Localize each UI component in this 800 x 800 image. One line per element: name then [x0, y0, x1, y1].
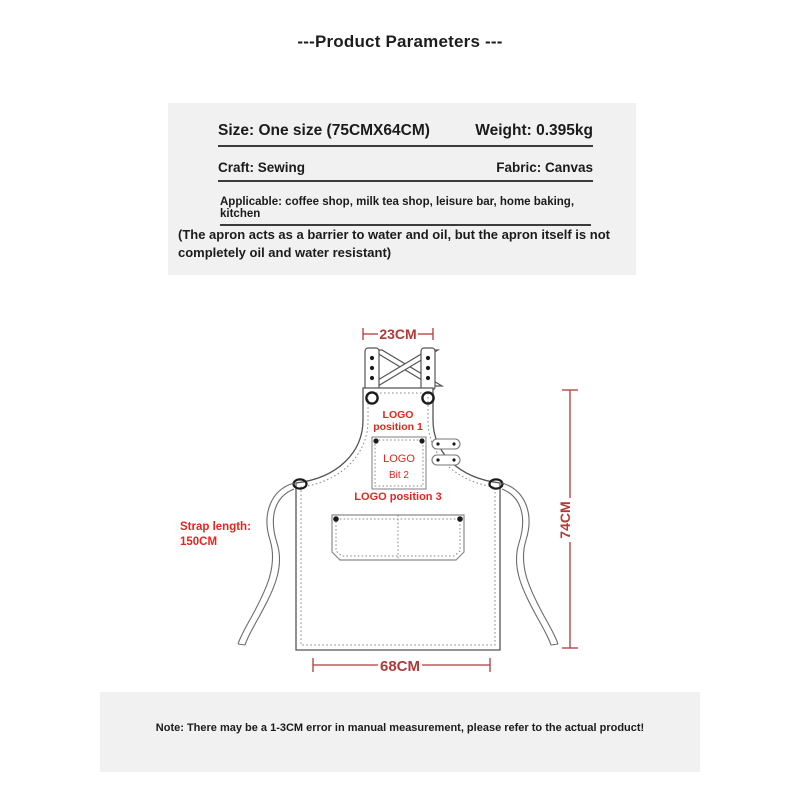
waist-tie-right	[502, 483, 558, 645]
buckle-hole	[426, 356, 430, 360]
spec-craft-label: Craft: Sewing	[218, 160, 306, 175]
buckle-hole	[426, 376, 430, 380]
label-strap-length-line1: Strap length:	[180, 521, 251, 533]
spec-size-label: Size: One size (75CMX64CM)	[218, 122, 430, 139]
pen-loop-lower	[432, 455, 460, 465]
spec-row-applicable	[220, 196, 591, 220]
label-height: 74CM	[557, 501, 573, 539]
label-logo-position-3: LOGO position 3	[354, 491, 442, 503]
pocket-rivet	[419, 438, 424, 443]
divider	[218, 145, 593, 147]
spec-weight-label: Weight: 0.395kg	[475, 122, 593, 139]
pocket-rivet	[457, 516, 463, 522]
pocket-rivet	[373, 438, 378, 443]
label-logo-position-1-line2: position 1	[373, 421, 423, 433]
label-top-width: 23CM	[379, 326, 417, 342]
buckle-hole	[426, 366, 430, 370]
label-logo-position-2-line1: LOGO	[383, 453, 415, 465]
pen-loop-upper	[432, 439, 460, 449]
spec-row-craft	[218, 160, 593, 175]
divider	[218, 180, 593, 182]
front-pocket	[332, 515, 464, 560]
footer-panel	[100, 692, 700, 772]
buckle-hole	[370, 376, 374, 380]
spec-row-size	[218, 122, 593, 140]
page-title: ---Product Parameters ---	[297, 32, 503, 51]
buckle-hole	[370, 366, 374, 370]
apron-diagram	[120, 300, 680, 680]
waist-tie-left	[238, 483, 294, 645]
pocket-rivet	[333, 516, 339, 522]
spec-fabric-label: Fabric: Canvas	[496, 160, 593, 175]
label-logo-position-2-line2: Bit 2	[388, 470, 410, 481]
label-bottom-width: 68CM	[379, 658, 421, 675]
label-logo-position-1-line1: LOGO	[382, 409, 414, 421]
spec-applicable-label: Applicable: coffee shop, milk tea shop, leisure bar, home baking, kitchen	[220, 196, 575, 220]
label-strap-length-line2: 150CM	[180, 536, 218, 548]
spec-panel	[168, 103, 636, 275]
buckle-hole	[370, 356, 374, 360]
spec-disclaimer: (The apron acts as a barrier to water and oil, but the apron itself is not completely oil and water resistant)	[178, 227, 610, 260]
footer-note: Note: There may be a 1-3CM error in manual measurement, please refer to the actual product!	[155, 722, 645, 734]
